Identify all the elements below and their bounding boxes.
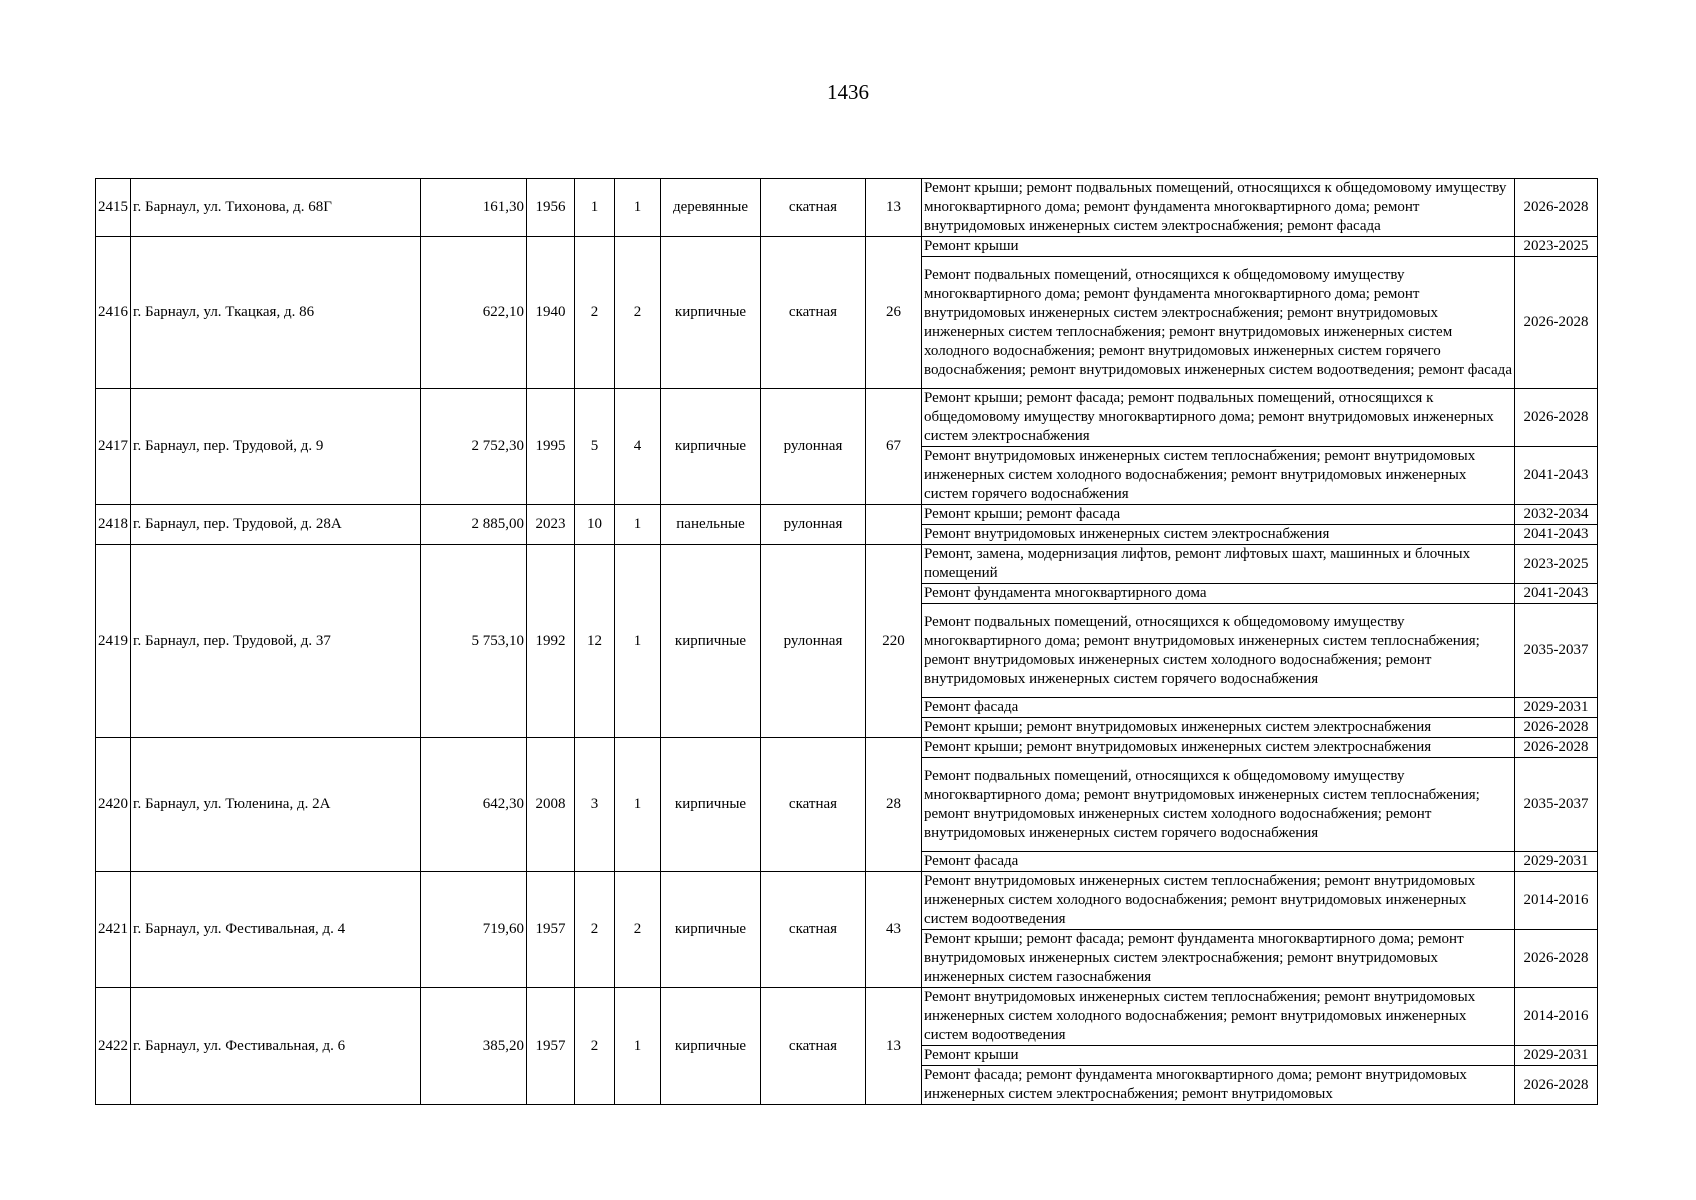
page-number: 1436 bbox=[827, 80, 869, 104]
row-number: 2417 bbox=[96, 389, 131, 505]
area-cell: 5 753,10 bbox=[421, 545, 527, 738]
area-cell: 622,10 bbox=[421, 237, 527, 389]
wall-material-cell: кирпичные bbox=[661, 237, 761, 389]
entrances-cell: 4 bbox=[615, 389, 661, 505]
roof-type-cell: скатная bbox=[761, 738, 866, 872]
repair-period-cell: 2014-2016 bbox=[1515, 988, 1598, 1046]
area-cell: 2 885,00 bbox=[421, 505, 527, 545]
repair-period-cell: 2026-2028 bbox=[1515, 738, 1598, 758]
area-cell: 719,60 bbox=[421, 872, 527, 988]
work-description-cell: Ремонт внутридомовых инженерных систем теплоснабжения; ремонт внутридомовых инженерных систем холодного водоснабжения; ремонт внутридомовых инженерных систем водоотведения bbox=[922, 872, 1515, 930]
wall-material-cell: деревянные bbox=[661, 179, 761, 237]
roof-type-cell: рулонная bbox=[761, 389, 866, 505]
floors-cell: 5 bbox=[575, 389, 615, 505]
wall-material-cell: кирпичные bbox=[661, 872, 761, 988]
wall-material-cell: кирпичные bbox=[661, 389, 761, 505]
entrances-cell: 1 bbox=[615, 545, 661, 738]
table-row bbox=[96, 179, 1598, 237]
entrances-cell: 1 bbox=[615, 988, 661, 1105]
wall-material-cell: кирпичные bbox=[661, 545, 761, 738]
work-description-cell: Ремонт крыши; ремонт фасада bbox=[922, 505, 1515, 525]
repair-period-cell: 2026-2028 bbox=[1515, 1066, 1598, 1105]
wall-material-cell: панельные bbox=[661, 505, 761, 545]
table-row bbox=[96, 738, 1598, 758]
year-cell: 1992 bbox=[527, 545, 575, 738]
work-description-cell: Ремонт внутридомовых инженерных систем теплоснабжения; ремонт внутридомовых инженерных систем холодного водоснабжения; ремонт внутридомовых инженерных систем водоотведения bbox=[922, 988, 1515, 1046]
work-description-cell: Ремонт фасада; ремонт фундамента многоквартирного дома; ремонт внутридомовых инженерных систем электроснабжения; ремонт внутридомовых bbox=[922, 1066, 1515, 1105]
table-row bbox=[96, 545, 1598, 584]
apartments-cell: 13 bbox=[866, 988, 922, 1105]
floors-cell: 2 bbox=[575, 872, 615, 988]
apartments-cell: 67 bbox=[866, 389, 922, 505]
apartments-cell bbox=[866, 505, 922, 545]
area-cell: 2 752,30 bbox=[421, 389, 527, 505]
apartments-cell: 13 bbox=[866, 179, 922, 237]
address-cell: г. Барнаул, ул. Фестивальная, д. 6 bbox=[131, 988, 421, 1105]
wall-material-cell: кирпичные bbox=[661, 738, 761, 872]
repair-period-cell: 2026-2028 bbox=[1515, 257, 1598, 389]
apartments-cell: 220 bbox=[866, 545, 922, 738]
work-description-cell: Ремонт подвальных помещений, относящихся к общедомовому имуществу многоквартирного дома; ремонт внутридомовых инженерных систем теплоснабжения; ремонт внутридомовых инженерных систем холодного водоснабжения; ремонт внутридомовых инженерных систем горячего водоснабжения bbox=[922, 604, 1515, 698]
row-number: 2419 bbox=[96, 545, 131, 738]
row-number: 2420 bbox=[96, 738, 131, 872]
table-row bbox=[96, 505, 1598, 525]
work-description-cell: Ремонт подвальных помещений, относящихся к общедомовому имуществу многоквартирного дома; ремонт фундамента многоквартирного дома; ремонт внутридомовых инженерных систем электроснабжения; ремонт внутридомовых инженерных систем теплоснабжения; ремонт внутридомовых инженерных систем холодного водоснабжения; ремонт внутридомовых инженерных систем горячего водоснабжения; ремонт внутридомовых инженерных систем водоотведения; ремонт фасада bbox=[922, 257, 1515, 389]
roof-type-cell: рулонная bbox=[761, 545, 866, 738]
apartments-cell: 43 bbox=[866, 872, 922, 988]
roof-type-cell: рулонная bbox=[761, 505, 866, 545]
area-cell: 385,20 bbox=[421, 988, 527, 1105]
work-description-cell: Ремонт фасада bbox=[922, 852, 1515, 872]
row-number: 2418 bbox=[96, 505, 131, 545]
year-cell: 1956 bbox=[527, 179, 575, 237]
capital-repair-table bbox=[95, 178, 1598, 1105]
entrances-cell: 1 bbox=[615, 505, 661, 545]
apartments-cell: 26 bbox=[866, 237, 922, 389]
repair-period-cell: 2026-2028 bbox=[1515, 179, 1598, 237]
address-cell: г. Барнаул, ул. Тюленина, д. 2А bbox=[131, 738, 421, 872]
repair-period-cell: 2026-2028 bbox=[1515, 718, 1598, 738]
work-description-cell: Ремонт подвальных помещений, относящихся к общедомовому имуществу многоквартирного дома; ремонт внутридомовых инженерных систем теплоснабжения; ремонт внутридомовых инженерных систем холодного водоснабжения; ремонт внутридомовых инженерных систем горячего водоснабжения bbox=[922, 758, 1515, 852]
repair-period-cell: 2035-2037 bbox=[1515, 604, 1598, 698]
table-row bbox=[96, 988, 1598, 1046]
address-cell: г. Барнаул, пер. Трудовой, д. 28А bbox=[131, 505, 421, 545]
roof-type-cell: скатная bbox=[761, 179, 866, 237]
floors-cell: 2 bbox=[575, 988, 615, 1105]
entrances-cell: 2 bbox=[615, 237, 661, 389]
repair-period-cell: 2035-2037 bbox=[1515, 758, 1598, 852]
repair-period-cell: 2041-2043 bbox=[1515, 525, 1598, 545]
address-cell: г. Барнаул, пер. Трудовой, д. 37 bbox=[131, 545, 421, 738]
work-description-cell: Ремонт, замена, модернизация лифтов, ремонт лифтовых шахт, машинных и блочных помещений bbox=[922, 545, 1515, 584]
year-cell: 1957 bbox=[527, 988, 575, 1105]
work-description-cell: Ремонт крыши bbox=[922, 237, 1515, 257]
repair-period-cell: 2026-2028 bbox=[1515, 930, 1598, 988]
apartments-cell: 28 bbox=[866, 738, 922, 872]
address-cell: г. Барнаул, пер. Трудовой, д. 9 bbox=[131, 389, 421, 505]
work-description-cell: Ремонт крыши; ремонт фасада; ремонт подвальных помещений, относящихся к общедомовому имуществу многоквартирного дома; ремонт внутридомовых инженерных систем электроснабжения bbox=[922, 389, 1515, 447]
repair-period-cell: 2026-2028 bbox=[1515, 389, 1598, 447]
table-row bbox=[96, 237, 1598, 257]
repair-period-cell: 2029-2031 bbox=[1515, 852, 1598, 872]
repair-period-cell: 2029-2031 bbox=[1515, 1046, 1598, 1066]
row-number: 2416 bbox=[96, 237, 131, 389]
year-cell: 2023 bbox=[527, 505, 575, 545]
repair-period-cell: 2032-2034 bbox=[1515, 505, 1598, 525]
year-cell: 1940 bbox=[527, 237, 575, 389]
work-description-cell: Ремонт внутридомовых инженерных систем теплоснабжения; ремонт внутридомовых инженерных систем холодного водоснабжения; ремонт внутридомовых инженерных систем горячего водоснабжения bbox=[922, 447, 1515, 505]
roof-type-cell: скатная bbox=[761, 872, 866, 988]
entrances-cell: 1 bbox=[615, 738, 661, 872]
table-row bbox=[96, 389, 1598, 447]
entrances-cell: 1 bbox=[615, 179, 661, 237]
address-cell: г. Барнаул, ул. Ткацкая, д. 86 bbox=[131, 237, 421, 389]
row-number: 2422 bbox=[96, 988, 131, 1105]
address-cell: г. Барнаул, ул. Тихонова, д. 68Г bbox=[131, 179, 421, 237]
year-cell: 2008 bbox=[527, 738, 575, 872]
work-description-cell: Ремонт фасада bbox=[922, 698, 1515, 718]
repair-period-cell: 2023-2025 bbox=[1515, 545, 1598, 584]
year-cell: 1957 bbox=[527, 872, 575, 988]
roof-type-cell: скатная bbox=[761, 988, 866, 1105]
work-description-cell: Ремонт фундамента многоквартирного дома bbox=[922, 584, 1515, 604]
floors-cell: 1 bbox=[575, 179, 615, 237]
floors-cell: 2 bbox=[575, 237, 615, 389]
entrances-cell: 2 bbox=[615, 872, 661, 988]
roof-type-cell: скатная bbox=[761, 237, 866, 389]
repair-period-cell: 2041-2043 bbox=[1515, 584, 1598, 604]
work-description-cell: Ремонт крыши; ремонт внутридомовых инженерных систем электроснабжения bbox=[922, 738, 1515, 758]
year-cell: 1995 bbox=[527, 389, 575, 505]
work-description-cell: Ремонт внутридомовых инженерных систем электроснабжения bbox=[922, 525, 1515, 545]
repair-period-cell: 2014-2016 bbox=[1515, 872, 1598, 930]
work-description-cell: Ремонт крыши; ремонт подвальных помещений, относящихся к общедомовому имуществу многоквартирного дома; ремонт фундамента многоквартирного дома; ремонт внутридомовых инженерных систем электроснабжения; ремонт фасада bbox=[922, 179, 1515, 237]
address-cell: г. Барнаул, ул. Фестивальная, д. 4 bbox=[131, 872, 421, 988]
repair-period-cell: 2041-2043 bbox=[1515, 447, 1598, 505]
area-cell: 161,30 bbox=[421, 179, 527, 237]
wall-material-cell: кирпичные bbox=[661, 988, 761, 1105]
work-description-cell: Ремонт крыши bbox=[922, 1046, 1515, 1066]
floors-cell: 10 bbox=[575, 505, 615, 545]
row-number: 2421 bbox=[96, 872, 131, 988]
table-row bbox=[96, 872, 1598, 930]
work-description-cell: Ремонт крыши; ремонт внутридомовых инженерных систем электроснабжения bbox=[922, 718, 1515, 738]
repair-period-cell: 2023-2025 bbox=[1515, 237, 1598, 257]
floors-cell: 3 bbox=[575, 738, 615, 872]
repair-period-cell: 2029-2031 bbox=[1515, 698, 1598, 718]
work-description-cell: Ремонт крыши; ремонт фасада; ремонт фундамента многоквартирного дома; ремонт внутридомовых инженерных систем электроснабжения; ремонт внутридомовых инженерных систем газоснабжения bbox=[922, 930, 1515, 988]
area-cell: 642,30 bbox=[421, 738, 527, 872]
row-number: 2415 bbox=[96, 179, 131, 237]
floors-cell: 12 bbox=[575, 545, 615, 738]
